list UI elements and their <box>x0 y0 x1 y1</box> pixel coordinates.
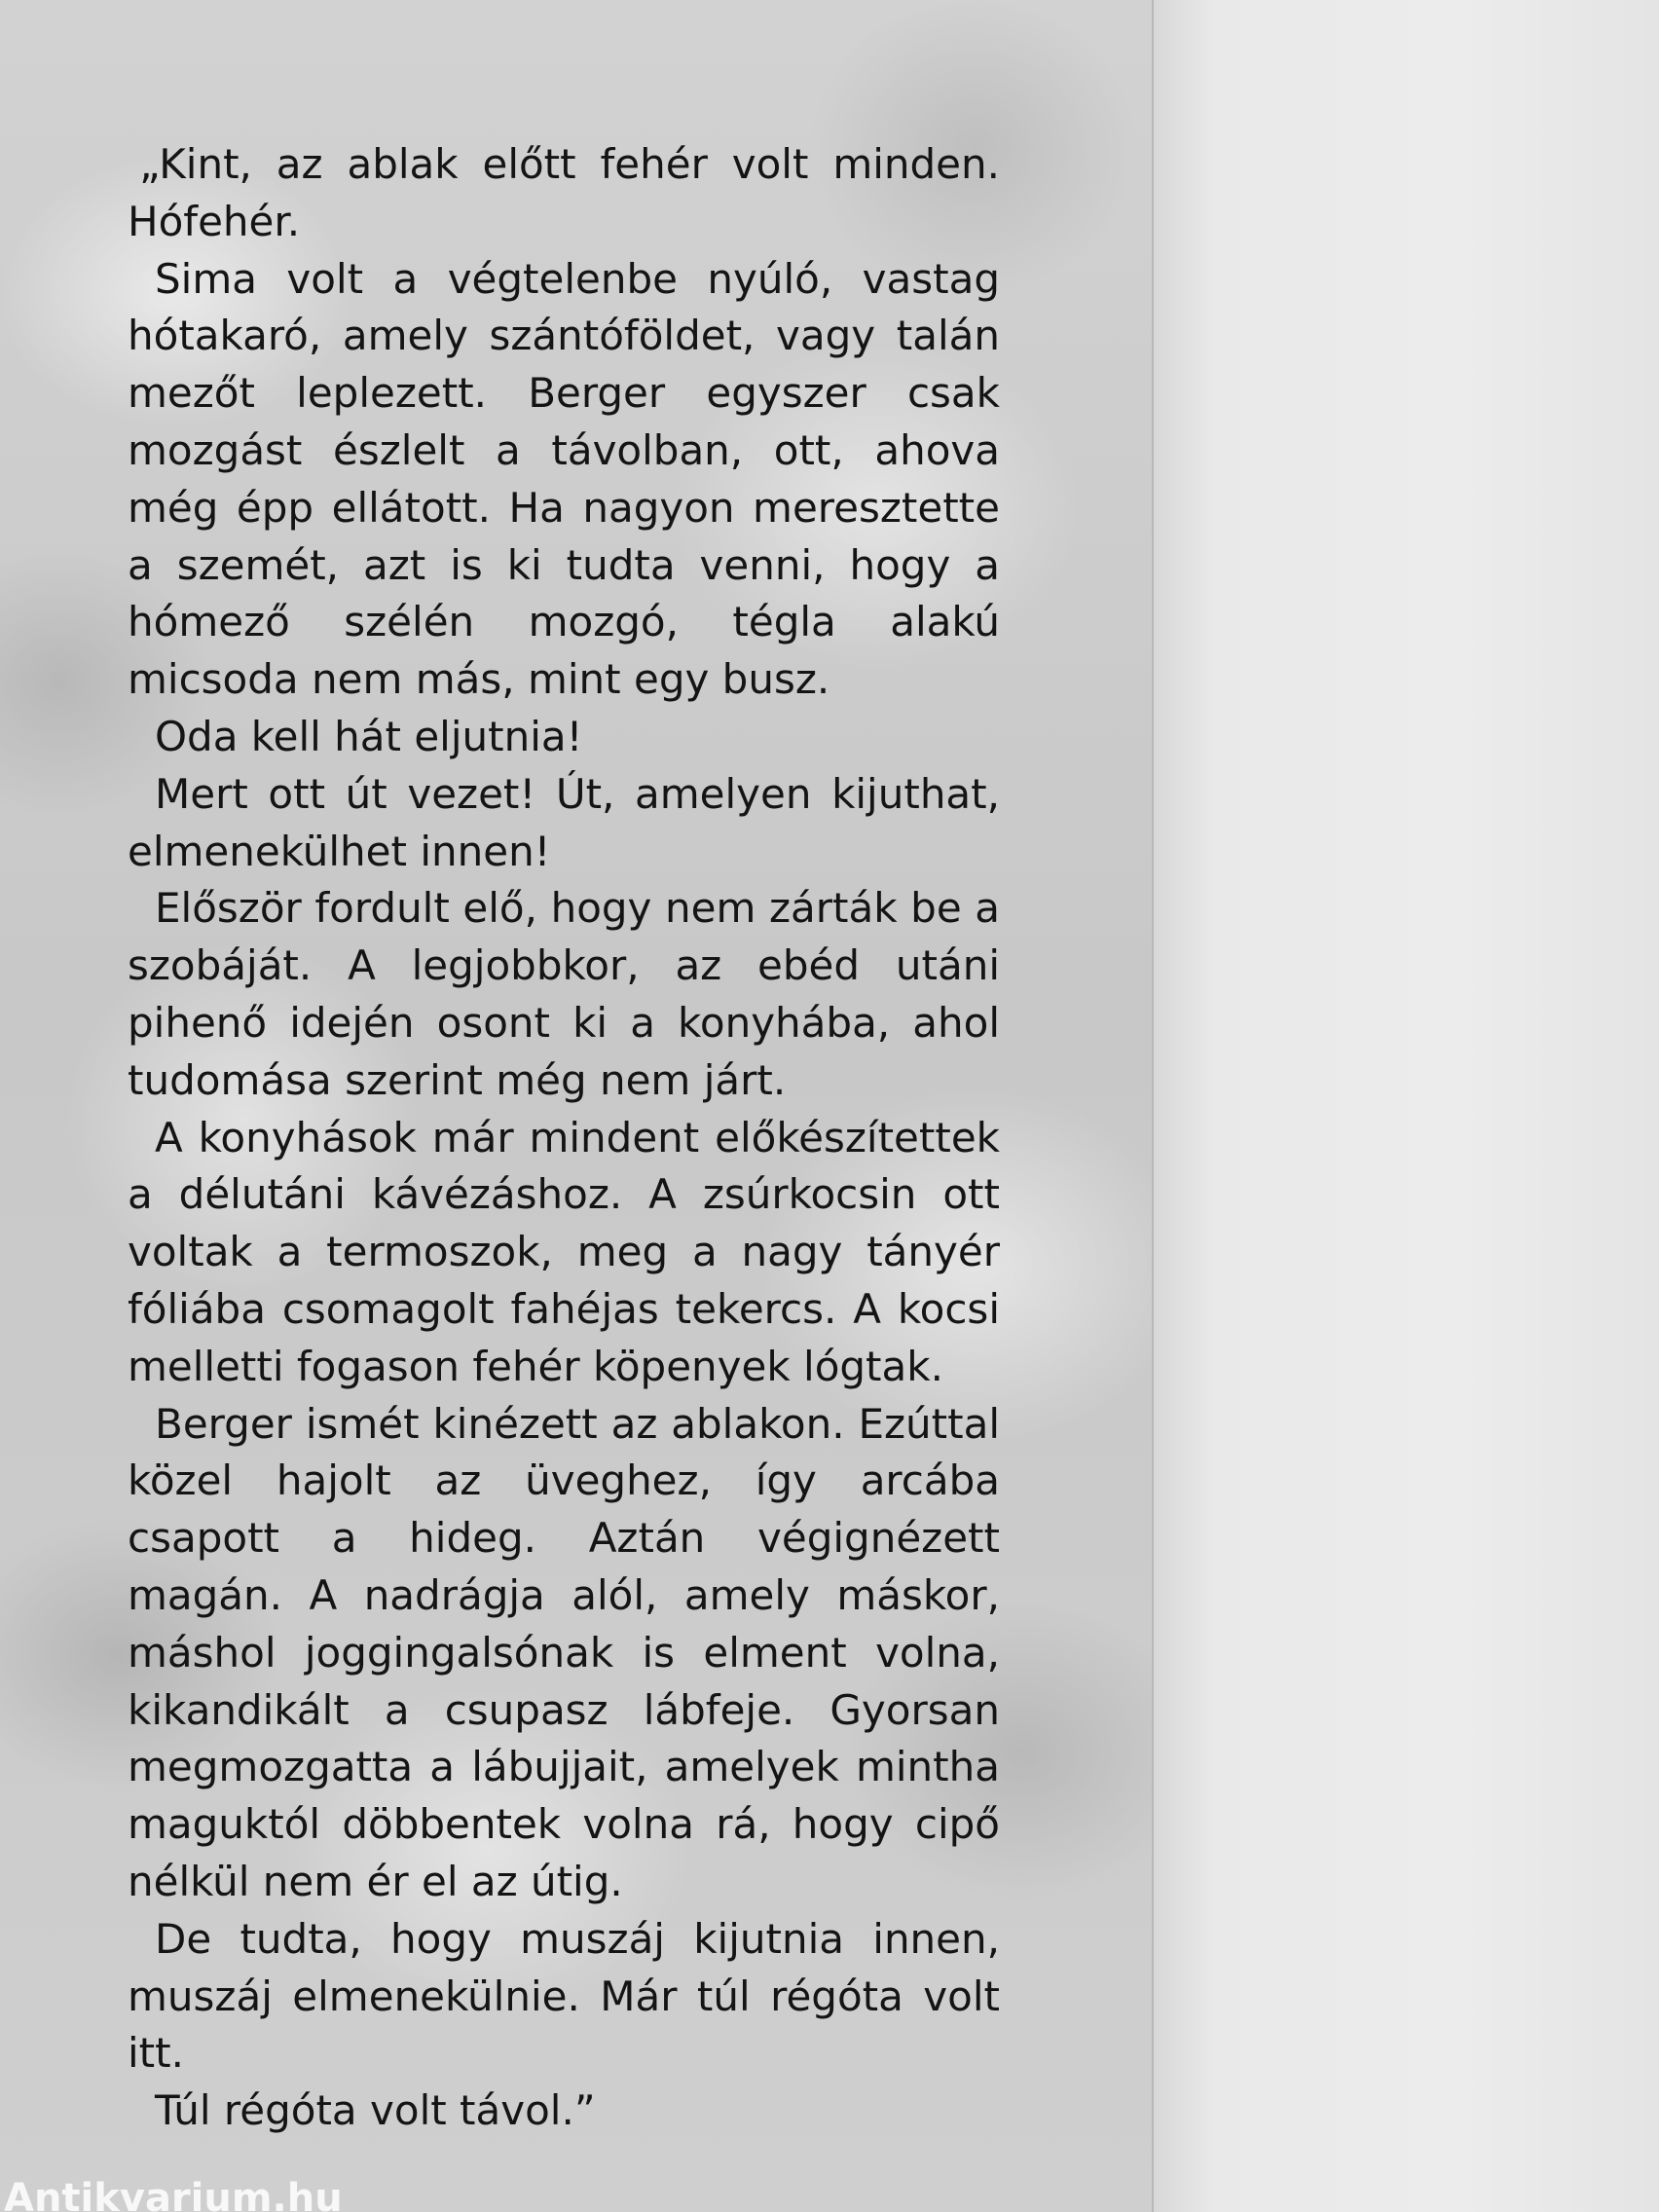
blank-page <box>1154 0 1659 2212</box>
blurb-paragraph: „Kint, az ablak előtt fehér volt minden. Hófehér. <box>128 140 1000 245</box>
blurb-paragraph: De tudta, hogy muszáj kijutnia innen, muszáj elmenekülnie. Már túl régóta volt itt. <box>128 1914 1000 2078</box>
blurb-paragraph: Oda kell hát eljutnia! <box>155 712 583 760</box>
blurb-paragraph: Mert ott út vezet! Út, amelyen kijuthat, elmenekülhet innen! <box>128 769 1000 875</box>
blurb-paragraph: Sima volt a végtelenbe nyúló, vastag hótakaró, amely szántóföldet, vagy talán mezőt leplezett. Berger egyszer csak mozgást észlelt a távolban, ott, ahova még épp ellátott. Ha nagyon meresztette a szemét, azt is ki tudta venni, hogy a hómező szélén mozgó, tégla alakú micsoda nem más, mint egy busz. <box>128 254 1000 704</box>
blurb-paragraph: Túl régóta volt távol.” <box>155 2086 596 2135</box>
blurb-paragraph: A konyhások már mindent előkészítettek a délutáni kávézáshoz. A zsúrkocsin ott voltak a termoszok, meg a nagy tányér fóliába csomagolt fahéjas tekercs. A kocsi melletti fogason fehér köpenyek lógtak. <box>128 1113 1000 1390</box>
blurb-paragraph: Berger ismét kinézett az ablakon. Ezúttal közel hajolt az üveghez, így arcába csapott a hideg. Aztán végignézett magán. A nadrágja alól, amely máskor, máshol joggingalsónak is elment volna, kikandikált a csupasz lábfeje. Gyorsan megmozgatta a lábujjait, amelyek mintha maguktól döbbentek volna rá, hogy cipő nélkül nem ér el az útig. <box>128 1399 1000 1905</box>
blurb-paragraph: Először fordult elő, hogy nem zárták be a szobáját. A legjobbkor, az ebéd utáni pihenő idején osont ki a konyhába, ahol tudomása szerint még nem járt. <box>128 884 1000 1104</box>
watermark: Antikvarium.hu <box>4 2179 343 2212</box>
blurb-text <box>128 136 1000 2140</box>
